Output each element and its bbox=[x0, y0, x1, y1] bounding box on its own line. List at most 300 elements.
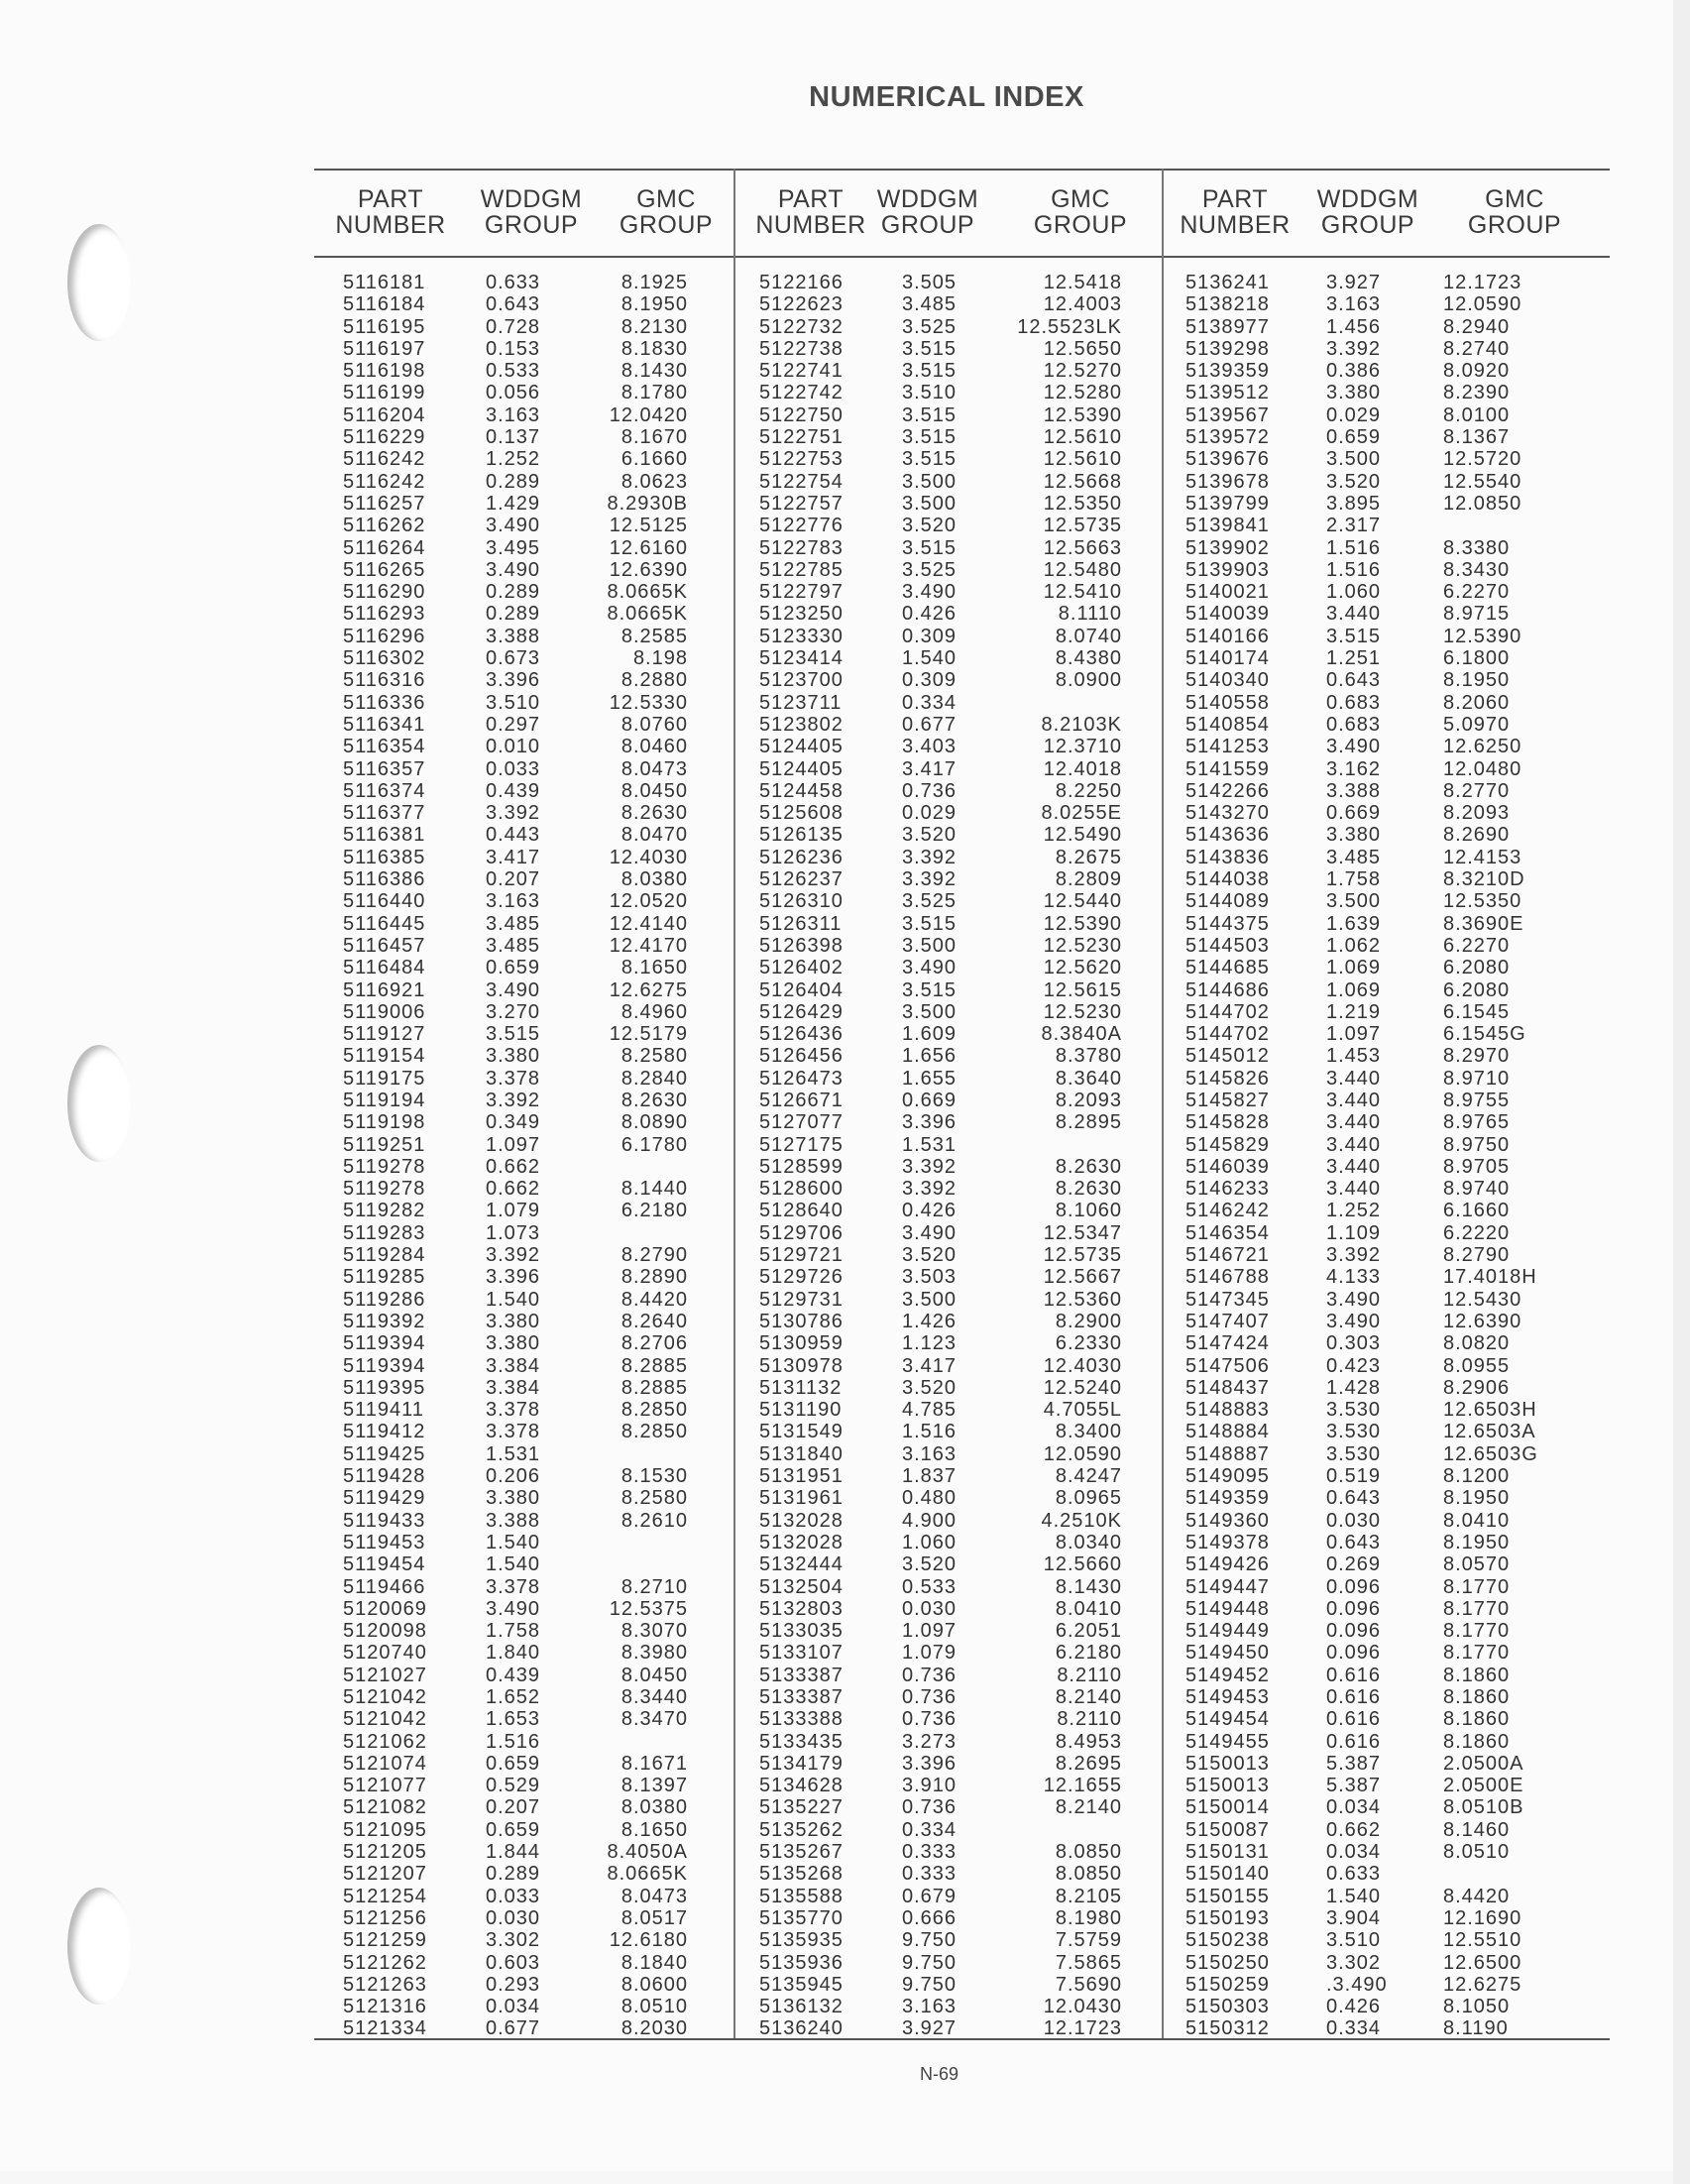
table-cell: 5116336 bbox=[343, 691, 426, 714]
table-cell: 5116445 bbox=[343, 912, 426, 935]
table-cell: 5128600 bbox=[759, 1178, 844, 1201]
table-cell: 5116316 bbox=[343, 669, 426, 692]
table-cell: 5121316 bbox=[343, 1996, 427, 2018]
table-cell: 5123330 bbox=[759, 625, 844, 647]
table-cell: 8.1670 bbox=[620, 426, 688, 449]
table-cell: 3.927 bbox=[902, 2017, 958, 2040]
table-cell: 5122732 bbox=[759, 315, 844, 338]
table-cell: 12.5418 bbox=[1043, 272, 1122, 293]
table-cell: 3.440 bbox=[1326, 603, 1382, 626]
table-cell: 3.490 bbox=[486, 1597, 541, 1620]
table-cell: 3.380 bbox=[1326, 824, 1382, 847]
table-cell: 5146721 bbox=[1185, 1244, 1270, 1267]
table-cell: 5134179 bbox=[759, 1752, 844, 1775]
table-cell: 12.5230 bbox=[1043, 934, 1122, 957]
table-cell: 5127077 bbox=[759, 1111, 844, 1134]
table-cell: 8.4420 bbox=[1443, 1885, 1511, 1907]
table-cell: 5119428 bbox=[343, 1465, 426, 1488]
table-cell: 8.2940 bbox=[1443, 315, 1511, 338]
table-cell: 5144702 bbox=[1185, 1023, 1270, 1046]
table-cell: 3.510 bbox=[486, 691, 541, 714]
table-cell: 5119278 bbox=[343, 1155, 426, 1178]
table-cell: 5135588 bbox=[759, 1885, 844, 1907]
table-cell: 3.503 bbox=[902, 1266, 958, 1289]
table-cell: 4.900 bbox=[902, 1509, 958, 1532]
table-cell: 5116242 bbox=[343, 448, 426, 471]
table-cell: 12.1723 bbox=[1043, 2017, 1122, 2040]
table-cell: 5119284 bbox=[343, 1244, 426, 1267]
table-cell: 5121074 bbox=[343, 1752, 427, 1775]
table-cell: 5119283 bbox=[343, 1221, 426, 1244]
table-cell: 8.0850 bbox=[1055, 1863, 1122, 1886]
table-cell: 0.309 bbox=[902, 669, 958, 692]
table-cell: 5135262 bbox=[759, 1818, 844, 1841]
table-cell: 0.030 bbox=[902, 1597, 958, 1620]
table-cell: 5144038 bbox=[1185, 868, 1270, 891]
table-cell: 5121334 bbox=[343, 2017, 427, 2040]
table-cell: 8.1770 bbox=[1443, 1620, 1511, 1643]
table-cell: 5135770 bbox=[759, 1906, 844, 1929]
table-cell: 1.252 bbox=[486, 448, 541, 471]
table-cell: 8.1060 bbox=[1055, 1200, 1122, 1222]
table-cell: 12.5720 bbox=[1443, 448, 1522, 471]
table-cell: 0.616 bbox=[1326, 1730, 1382, 1753]
table-cell: 8.0510B bbox=[1443, 1796, 1524, 1819]
table-cell: 0.333 bbox=[902, 1841, 958, 1864]
table-cell: 8.0410 bbox=[1055, 1597, 1122, 1620]
table-cell: 12.6500 bbox=[1443, 1951, 1522, 1974]
table-cell: 5121254 bbox=[343, 1885, 427, 1907]
table-cell: 1.540 bbox=[486, 1288, 541, 1311]
table-cell: 5126236 bbox=[759, 846, 844, 868]
table-cell: 3.380 bbox=[1326, 382, 1382, 404]
table-cell: 5121082 bbox=[343, 1796, 427, 1819]
table-cell: 0.736 bbox=[902, 779, 958, 802]
table-cell: 5135267 bbox=[759, 1841, 844, 1864]
table-cell: 8.1650 bbox=[620, 1818, 688, 1841]
table-cell: 8.1950 bbox=[620, 293, 688, 316]
table-cell: 3.440 bbox=[1326, 1089, 1382, 1111]
table-cell: 8.1770 bbox=[1443, 1597, 1511, 1620]
table-cell: 12.5125 bbox=[609, 515, 688, 537]
table-cell: 1.837 bbox=[902, 1465, 958, 1488]
table-cell: 5126310 bbox=[759, 890, 844, 913]
table-cell: 5119154 bbox=[343, 1045, 426, 1068]
table-cell: 9.750 bbox=[902, 1951, 958, 1974]
table-cell: 6.2330 bbox=[1055, 1332, 1122, 1355]
table-cell: 0.616 bbox=[1326, 1708, 1382, 1731]
table-cell: 3.515 bbox=[902, 448, 958, 471]
table-cell: 8.0965 bbox=[1055, 1487, 1122, 1510]
table-cell: 8.2103K bbox=[1041, 713, 1122, 736]
table-cell: 5116484 bbox=[343, 957, 426, 979]
table-cell: 3.162 bbox=[1326, 757, 1382, 780]
table-cell: 5140558 bbox=[1185, 691, 1270, 714]
table-cell: 5116262 bbox=[343, 515, 426, 537]
table-cell: 3.520 bbox=[902, 1244, 958, 1267]
table-cell: 0.333 bbox=[902, 1863, 958, 1886]
table-cell: 5122750 bbox=[759, 403, 844, 426]
table-cell: 5119198 bbox=[343, 1111, 426, 1134]
table-cell: 5135936 bbox=[759, 1951, 844, 1974]
table-cell: 0.034 bbox=[1326, 1796, 1382, 1819]
table-cell: 8.1650 bbox=[620, 957, 688, 979]
table-cell: 3.378 bbox=[486, 1421, 541, 1443]
table-cell: 1.540 bbox=[1326, 1885, 1382, 1907]
table-cell: 3.495 bbox=[486, 536, 541, 559]
table-cell: 1.073 bbox=[486, 1221, 541, 1244]
table-cell: 5129706 bbox=[759, 1221, 844, 1244]
table-cell: 5123802 bbox=[759, 713, 844, 736]
table-cell: 8.0623 bbox=[620, 470, 688, 493]
table-cell: 3.490 bbox=[486, 978, 541, 1001]
table-cell: 8.1925 bbox=[620, 272, 688, 293]
table-cell: 5116290 bbox=[343, 581, 426, 604]
table-cell: 12.1690 bbox=[1443, 1906, 1522, 1929]
table-cell: 8.4420 bbox=[620, 1288, 688, 1311]
table-cell: 8.2250 bbox=[1055, 779, 1122, 802]
table-cell: 5148887 bbox=[1185, 1442, 1270, 1465]
table-cell: 5150014 bbox=[1185, 1796, 1270, 1819]
table-cell: 6.2180 bbox=[1055, 1642, 1122, 1665]
table-cell: 5119006 bbox=[343, 1000, 426, 1023]
table-cell: 1.426 bbox=[902, 1310, 958, 1332]
table-cell: 5140174 bbox=[1185, 647, 1270, 670]
table-cell: 5149360 bbox=[1185, 1509, 1270, 1532]
table-cell: 0.033 bbox=[486, 1885, 541, 1907]
binder-hole-bottom bbox=[67, 1888, 131, 2005]
table-cell: 12.5390 bbox=[1043, 912, 1122, 935]
table-cell: 12.4140 bbox=[609, 912, 688, 935]
table-cell: 3.270 bbox=[486, 1000, 541, 1023]
table-cell: 3.490 bbox=[1326, 736, 1382, 758]
table-cell: 3.163 bbox=[486, 890, 541, 913]
table-cell: 5124405 bbox=[759, 736, 844, 758]
table-cell: 3.500 bbox=[1326, 448, 1382, 471]
table-cell: 5129731 bbox=[759, 1288, 844, 1311]
table-cell: 12.4003 bbox=[1043, 293, 1122, 316]
table-cell: 8.0510 bbox=[620, 1996, 688, 2018]
table-cell: 1.758 bbox=[486, 1620, 541, 1643]
table-cell: 3.440 bbox=[1326, 1178, 1382, 1201]
table-cell: 5122623 bbox=[759, 293, 844, 316]
table-cell: 0.334 bbox=[902, 691, 958, 714]
table-cell: 5126473 bbox=[759, 1067, 844, 1090]
table-cell: 5116341 bbox=[343, 713, 426, 736]
table-cell: 3.485 bbox=[1326, 846, 1382, 868]
table-cell: 5128640 bbox=[759, 1200, 844, 1222]
table-cell: 0.439 bbox=[486, 1664, 541, 1686]
table-cell: 8.2840 bbox=[620, 1067, 688, 1090]
table-cell: 5142266 bbox=[1185, 779, 1270, 802]
table-cell: 5127175 bbox=[759, 1133, 844, 1156]
table-cell: 8.2030 bbox=[620, 2017, 688, 2040]
table-cell: 12.6390 bbox=[1443, 1310, 1522, 1332]
table-cell: 8.9710 bbox=[1443, 1067, 1511, 1090]
table-cell: 8.0450 bbox=[620, 1664, 688, 1686]
table-cell: 0.736 bbox=[902, 1664, 958, 1686]
table-cell: 0.519 bbox=[1326, 1465, 1382, 1488]
table-cell: 5144089 bbox=[1185, 890, 1270, 913]
table-cell: 12.6275 bbox=[1443, 1973, 1522, 1996]
table-cell: 8.1200 bbox=[1443, 1465, 1511, 1488]
part-number-column bbox=[343, 272, 427, 2040]
table-cell: 8.3070 bbox=[620, 1620, 688, 1643]
table-cell: 3.378 bbox=[486, 1575, 541, 1598]
table-cell: 5139903 bbox=[1185, 558, 1270, 581]
table-cell: 12.5735 bbox=[1043, 1244, 1122, 1267]
table-cell: 8.1860 bbox=[1443, 1686, 1511, 1708]
table-cell: 1.097 bbox=[1326, 1023, 1382, 1046]
table-cell: 0.289 bbox=[486, 603, 541, 626]
table-cell: 3.515 bbox=[1326, 625, 1382, 647]
table-cell: 8.1830 bbox=[620, 337, 688, 360]
table-cell: 5131951 bbox=[759, 1465, 844, 1488]
table-cell: 5147407 bbox=[1185, 1310, 1270, 1332]
table-cell: 3.392 bbox=[902, 1178, 958, 1201]
table-cell: 5123711 bbox=[759, 691, 843, 714]
table-cell: 8.0450 bbox=[620, 779, 688, 802]
table-cell: 0.096 bbox=[1326, 1597, 1382, 1620]
table-cell: 8.2850 bbox=[620, 1421, 688, 1443]
table-cell: 5149452 bbox=[1185, 1664, 1270, 1686]
table-cell: 6.2270 bbox=[1443, 934, 1511, 957]
table-cell: 5139298 bbox=[1185, 337, 1270, 360]
table-cell: 8.3640 bbox=[1055, 1067, 1122, 1090]
table-cell: 1.540 bbox=[902, 647, 958, 670]
gmc-group-column bbox=[1443, 272, 1556, 2040]
table-cell: 5140340 bbox=[1185, 669, 1270, 692]
table-cell: 5121256 bbox=[343, 1906, 427, 1929]
table-cell: 5.387 bbox=[1326, 1775, 1382, 1797]
table-cell: 8.2906 bbox=[1443, 1376, 1511, 1399]
table-cell: 5121259 bbox=[343, 1929, 427, 1952]
table-cell: 5129726 bbox=[759, 1266, 844, 1289]
table-cell: 8.2110 bbox=[1057, 1664, 1122, 1686]
table-cell: 1.516 bbox=[1326, 536, 1382, 559]
table-cell: 1.652 bbox=[486, 1686, 541, 1708]
table-cell: 5150155 bbox=[1185, 1885, 1270, 1907]
table-cell: 5116440 bbox=[343, 890, 426, 913]
table-cell bbox=[1443, 515, 1556, 536]
table-cell: 5141253 bbox=[1185, 736, 1270, 758]
table-cell: 0.669 bbox=[902, 1089, 958, 1111]
table-cell: 5149449 bbox=[1185, 1620, 1270, 1643]
table-cell: 2.0500E bbox=[1443, 1775, 1524, 1797]
table-cell bbox=[595, 1156, 688, 1178]
table-cell: 8.2900 bbox=[1055, 1310, 1122, 1332]
table-cell: 3.396 bbox=[486, 669, 541, 692]
table-cell: 8.1050 bbox=[1443, 1996, 1511, 2018]
table-cell: 5116302 bbox=[343, 647, 426, 670]
table-cell: 5144685 bbox=[1185, 957, 1270, 979]
table-cell: 5119394 bbox=[343, 1354, 426, 1377]
table-cell: 8.3430 bbox=[1443, 558, 1511, 581]
table-cell: 5139678 bbox=[1185, 470, 1270, 493]
table-cell: 12.5523LK bbox=[1017, 315, 1122, 338]
table-cell: 3.904 bbox=[1326, 1906, 1382, 1929]
table-cell: 0.303 bbox=[1326, 1332, 1382, 1355]
table-cell: 12.5620 bbox=[1043, 957, 1122, 979]
table-cell: 8.0665K bbox=[607, 603, 688, 626]
table-cell: 1.252 bbox=[1326, 1200, 1382, 1222]
table-cell: 3.396 bbox=[486, 1266, 541, 1289]
table-cell: 8.1770 bbox=[1443, 1575, 1511, 1598]
table-cell: 1.109 bbox=[1326, 1221, 1382, 1244]
table-cell: 3.380 bbox=[486, 1487, 541, 1510]
table-cell: 5139676 bbox=[1185, 448, 1270, 471]
table-cell: 12.6390 bbox=[609, 558, 688, 581]
table-cell: 5123250 bbox=[759, 603, 844, 626]
table-cell: 5116257 bbox=[343, 492, 426, 515]
table-cell: 5119394 bbox=[343, 1332, 426, 1355]
table-cell: 3.403 bbox=[902, 736, 958, 758]
gmc-group-column bbox=[1011, 272, 1122, 2040]
table-cell: 12.3710 bbox=[1043, 736, 1122, 758]
table-cell: 0.643 bbox=[486, 293, 541, 316]
table-cell: 5116354 bbox=[343, 736, 426, 758]
table-cell: 0.736 bbox=[902, 1708, 958, 1731]
table-cell: 5121262 bbox=[343, 1951, 427, 1974]
table-cell: 4.7055L bbox=[1043, 1399, 1122, 1422]
table-cell: 3.895 bbox=[1326, 492, 1382, 515]
table-cell: 5131961 bbox=[759, 1487, 844, 1510]
table-cell: 5146354 bbox=[1185, 1221, 1270, 1244]
table-cell: 8.1460 bbox=[1443, 1818, 1511, 1841]
table-cell: 3.520 bbox=[1326, 470, 1382, 493]
table-cell: 3.520 bbox=[902, 515, 958, 537]
table-cell: 5149359 bbox=[1185, 1487, 1270, 1510]
table-cell: 8.9755 bbox=[1443, 1089, 1511, 1111]
gmc-group-column bbox=[595, 272, 688, 2040]
table-cell: 8.1440 bbox=[620, 1178, 688, 1201]
table-cell: 5121027 bbox=[343, 1664, 427, 1686]
header-part-number: PART NUMBER bbox=[1180, 185, 1291, 239]
table-cell: 12.6503H bbox=[1443, 1399, 1537, 1422]
table-cell: 12.5240 bbox=[1043, 1376, 1122, 1399]
header-wddgm-group: WDDGM GROUP bbox=[876, 185, 979, 239]
table-cell: 5132028 bbox=[759, 1509, 844, 1532]
table-cell: 0.603 bbox=[486, 1951, 541, 1974]
table-cell: 8.4380 bbox=[1055, 647, 1122, 670]
table-cell: 1.069 bbox=[1326, 957, 1382, 979]
table-cell: 3.485 bbox=[486, 912, 541, 935]
table-cell: 8.0100 bbox=[1443, 403, 1511, 426]
table-cell: 8.0600 bbox=[620, 1973, 688, 1996]
table-cell: 5150259 bbox=[1185, 1973, 1270, 1996]
header-gmc-group: GMC GROUP bbox=[1033, 185, 1128, 239]
table-cell: 6.2080 bbox=[1443, 957, 1511, 979]
table-cell: 3.396 bbox=[902, 1111, 958, 1134]
table-cell: 5116184 bbox=[343, 293, 426, 316]
table-cell: 8.1980 bbox=[1055, 1906, 1122, 1929]
table-cell: 1.609 bbox=[902, 1023, 958, 1046]
table-cell: 8.0760 bbox=[620, 713, 688, 736]
table-cell: 3.378 bbox=[486, 1399, 541, 1422]
table-cell: 12.5270 bbox=[1043, 360, 1122, 383]
table-cell: 8.2580 bbox=[620, 1045, 688, 1068]
table-cell: 5122797 bbox=[759, 581, 844, 604]
table-cell: 5129721 bbox=[759, 1244, 844, 1267]
table-cell: 8.3980 bbox=[620, 1642, 688, 1665]
table-cell: 8.1671 bbox=[620, 1752, 688, 1775]
table-cell: 3.392 bbox=[902, 1155, 958, 1178]
table-cell: 8.1110 bbox=[1058, 603, 1122, 626]
table-cell: 12.4170 bbox=[609, 934, 688, 957]
table-cell: 12.5668 bbox=[1043, 470, 1122, 493]
table-cell: 5149095 bbox=[1185, 1465, 1270, 1488]
table-cell: 3.302 bbox=[486, 1929, 541, 1952]
table-cell: 8.1950 bbox=[1443, 669, 1511, 692]
table-cell: 0.309 bbox=[902, 625, 958, 647]
table-cell: 5143636 bbox=[1185, 824, 1270, 847]
table-cell: 5116264 bbox=[343, 536, 426, 559]
table-cell: 0.030 bbox=[1326, 1509, 1382, 1532]
table-cell: 4.2510K bbox=[1041, 1509, 1122, 1532]
table-cell: 5116199 bbox=[343, 382, 426, 404]
table-cell: 8.2885 bbox=[620, 1376, 688, 1399]
table-cell: 0.423 bbox=[1326, 1354, 1382, 1377]
table-cell: 5131132 bbox=[759, 1376, 843, 1399]
table-cell: 0.633 bbox=[1326, 1863, 1382, 1886]
table-cell: 3.525 bbox=[902, 890, 958, 913]
table-cell: 5136241 bbox=[1185, 272, 1270, 293]
table-cell: 8.1530 bbox=[620, 1465, 688, 1488]
table-cell: 3.490 bbox=[1326, 1288, 1382, 1311]
table-cell: 5119425 bbox=[343, 1442, 426, 1465]
table-cell: 5145827 bbox=[1185, 1089, 1270, 1111]
table-cell: 12.5350 bbox=[1443, 890, 1522, 913]
table-cell: 5145828 bbox=[1185, 1111, 1270, 1134]
table-cell: 5119278 bbox=[343, 1178, 426, 1201]
table-cell: 0.683 bbox=[1326, 691, 1382, 714]
table-cell: 5133387 bbox=[759, 1664, 844, 1686]
table-cell: 5122738 bbox=[759, 337, 844, 360]
table-cell: 8.9740 bbox=[1443, 1178, 1511, 1201]
table-cell: 5121042 bbox=[343, 1708, 427, 1731]
table-cell: 7.5690 bbox=[1055, 1973, 1122, 1996]
table-cell: 12.5610 bbox=[1043, 448, 1122, 471]
table-cell: 5135935 bbox=[759, 1929, 844, 1952]
table-cell: 5126436 bbox=[759, 1023, 844, 1046]
table-cell: 1.639 bbox=[1326, 912, 1382, 935]
table-cell: 5126311 bbox=[759, 912, 843, 935]
table-cell: 8.2140 bbox=[1055, 1686, 1122, 1708]
table-cell: 12.5490 bbox=[1043, 824, 1122, 847]
table-cell: 0.643 bbox=[1326, 1531, 1382, 1553]
table-cell: 3.302 bbox=[1326, 1951, 1382, 1974]
table-cell: 6.1660 bbox=[620, 448, 688, 471]
table-cell: 0.616 bbox=[1326, 1664, 1382, 1686]
table-cell: 0.386 bbox=[1326, 360, 1382, 383]
header-gmc-group: GMC GROUP bbox=[1467, 185, 1562, 239]
table-cell: 5122742 bbox=[759, 382, 844, 404]
table-cell: 8.0470 bbox=[620, 824, 688, 847]
table-cell: 0.677 bbox=[486, 2017, 541, 2040]
table-cell: 5135227 bbox=[759, 1796, 844, 1819]
table-cell: 12.5440 bbox=[1043, 890, 1122, 913]
table-cell: 12.5430 bbox=[1443, 1288, 1522, 1311]
table-cell: 12.5280 bbox=[1043, 382, 1122, 404]
table-cell: 5122751 bbox=[759, 426, 844, 449]
table-cell: 5140039 bbox=[1185, 603, 1270, 626]
table-cell: 5150312 bbox=[1185, 2017, 1270, 2040]
table-cell: 5121062 bbox=[343, 1730, 427, 1753]
table-cell: 3.417 bbox=[902, 757, 958, 780]
table-cell: 5116204 bbox=[343, 403, 426, 426]
table-cell: 0.529 bbox=[486, 1775, 541, 1797]
table-cell: 5120098 bbox=[343, 1620, 427, 1643]
